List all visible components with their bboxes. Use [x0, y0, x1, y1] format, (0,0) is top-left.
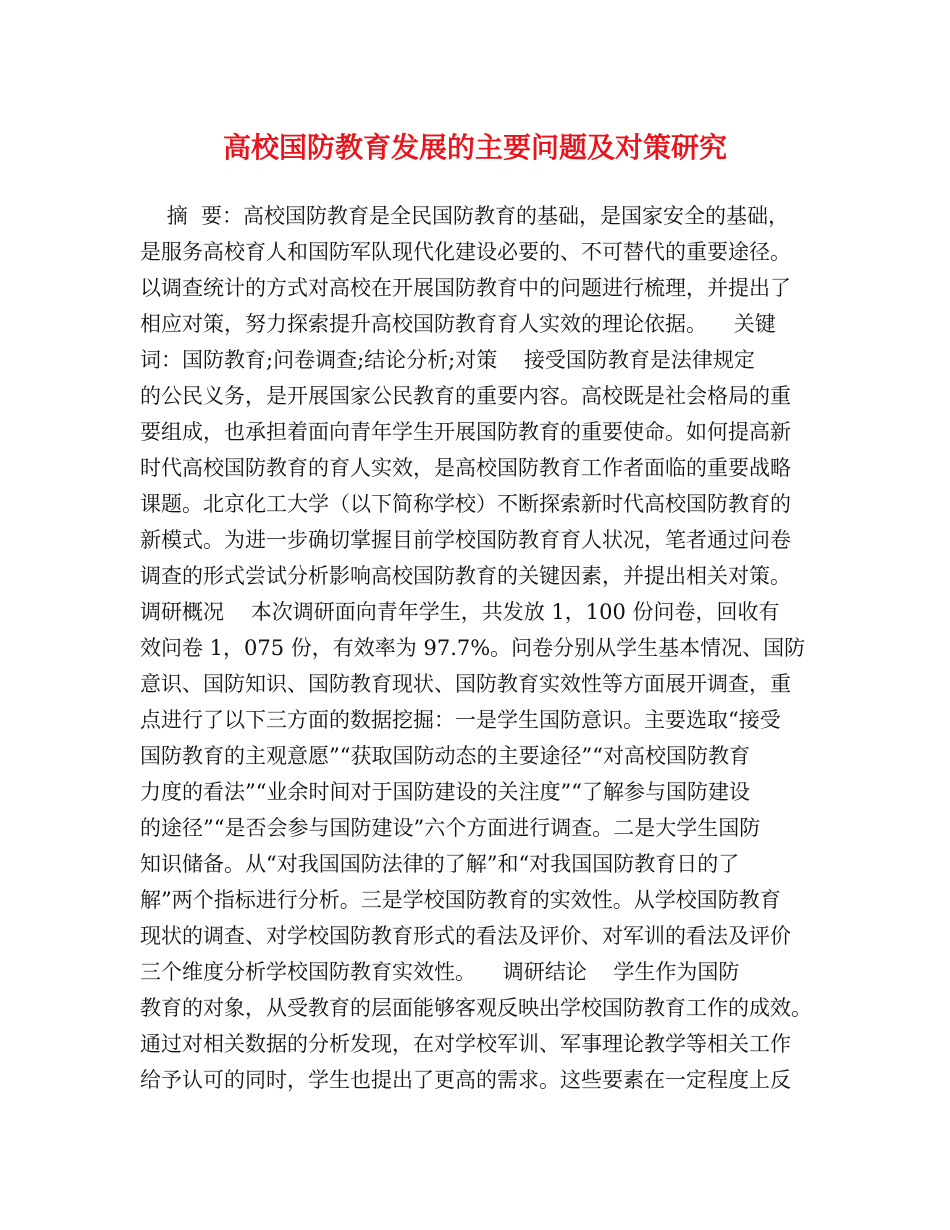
body-line: 的公民义务，是开展国家公民教育的重要内容。高校既是社会格局的重 — [140, 384, 791, 408]
body-line: 摘 要：高校国防教育是全民国防教育的基础，是国家安全的基础， — [140, 204, 790, 228]
body-line: 课题。北京化工大学（以下简称学校）不断探索新时代高校国防教育的 — [140, 492, 791, 516]
body-line: 国防教育的主观意愿”“获取国防动态的主要途径”“对高校国防教育 — [140, 744, 750, 768]
body-line: 现状的调查、对学校国防教育形式的看法及评价、对军训的看法及评价 — [140, 924, 791, 948]
body-line: 效问卷 1，075 份，有效率为 97.7%。问卷分别从学生基本情况、国防 — [140, 636, 806, 660]
body-line: 以调查统计的方式对高校在开展国防教育中的问题进行梳理，并提出了 — [140, 276, 791, 300]
body-line: 词：国防教育;问卷调查;结论分析;对策 接受国防教育是法律规定 — [140, 348, 755, 372]
body-line: 是服务高校育人和国防军队现代化建设必要的、不可替代的重要途径。 — [140, 240, 791, 264]
body-line: 知识储备。从“对我国国防法律的了解”和“对我国国防教育日的了 — [140, 852, 740, 876]
body-line: 三个维度分析学校国防教育实效性。 调研结论 学生作为国防 — [140, 960, 740, 984]
body-line: 给予认可的同时，学生也提出了更高的需求。这些要素在一定程度上反 — [140, 1068, 791, 1092]
body-line: 的途径”“是否会参与国防建设”六个方面进行调查。二是大学生国防 — [140, 816, 761, 840]
document-title: 高校国防教育发展的主要问题及对策研究 — [222, 131, 727, 164]
body-line: 相应对策，努力探索提升高校国防教育育人实效的理论依据。 关键 — [140, 312, 776, 336]
body-line: 调查的形式尝试分析影响高校国防教育的关键因素，并提出相关对策。 — [140, 564, 791, 588]
body-line: 点进行了以下三方面的数据挖掘：一是学生国防意识。主要选取“接受 — [140, 708, 781, 732]
body-line: 时代高校国防教育的育人实效，是高校国防教育工作者面临的重要战略 — [140, 456, 791, 480]
body-line: 通过对相关数据的分析发现，在对学校军训、军事理论教学等相关工作 — [140, 1032, 791, 1056]
body-line: 新模式。为进一步确切掌握目前学校国防教育育人状况，笔者通过问卷 — [140, 528, 791, 552]
body-line: 力度的看法”“业余时间对于国防建设的关注度”“了解参与国防建设 — [140, 780, 750, 804]
body-line: 调研概况 本次调研面向青年学生，共发放 1，100 份问卷，回收有 — [140, 600, 780, 624]
document-body — [140, 198, 840, 1098]
body-line: 解”两个指标进行分析。三是学校国防教育的实效性。从学校国防教育 — [140, 888, 781, 912]
body-line: 教育的对象，从受教育的层面能够客观反映出学校国防教育工作的成效。 — [140, 996, 812, 1020]
body-line: 意识、国防知识、国防教育现状、国防教育实效性等方面展开调查，重 — [140, 672, 791, 696]
body-line: 要组成，也承担着面向青年学生开展国防教育的重要使命。如何提高新 — [140, 420, 791, 444]
